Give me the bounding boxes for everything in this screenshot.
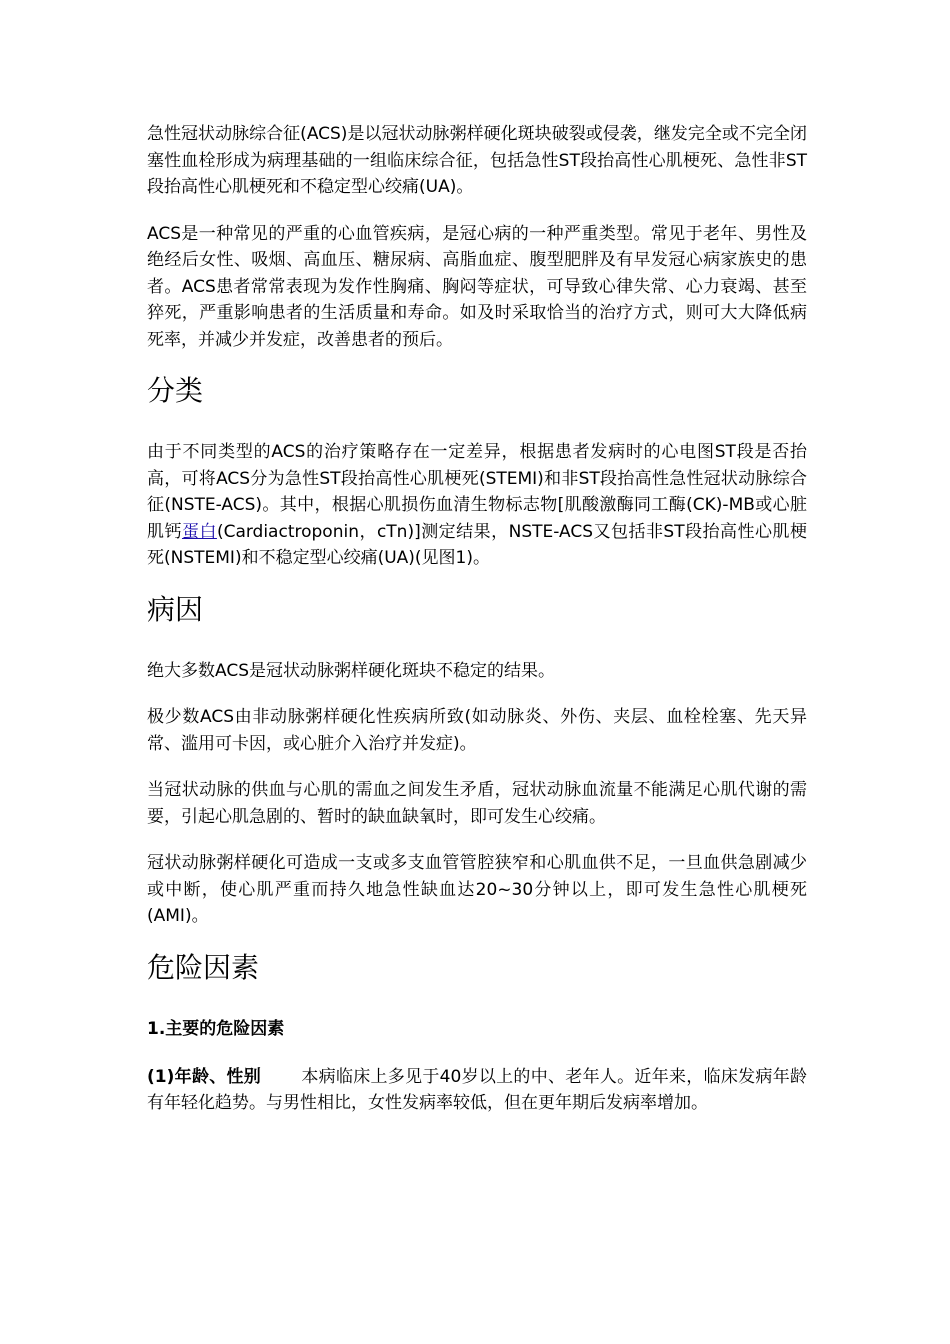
classification-text-after-link: (Cardiactroponin，cTn)]测定结果，NSTE-ACS又包括非ST段抬高性心肌梗死(NSTEMI)和不稳定型心绞痛(UA)(见图1)。 xyxy=(147,521,807,568)
major-risk-factors-subheading: 1.主要的危险因素 xyxy=(147,1018,285,1039)
classification-paragraph xyxy=(147,439,807,572)
etiology-paragraph-3: 当冠状动脉的供血与心肌的需血之间发生矛盾，冠状动脉血流量不能满足心肌代谢的需要，引起心肌急剧的、暂时的缺血缺氧时，即可发生心绞痛。 xyxy=(147,780,807,827)
risk-factor-item-1-text: 本病临床上多见于40岁以上的中、老年人。近年来，临床发病年龄有年轻化趋势。与男性相比，女性发病率较低，但在更年期后发病率增加。 xyxy=(147,1066,807,1113)
document-page xyxy=(147,121,807,1137)
risk-factor-item-1-lead: (1)年龄、性别 xyxy=(147,1066,262,1087)
etiology-heading: 病因 xyxy=(147,592,204,626)
classification-heading: 分类 xyxy=(147,374,204,407)
risk-factor-item-1 xyxy=(147,1064,807,1117)
intro-paragraph-1: 急性冠状动脉综合征(ACS)是以冠状动脉粥样硬化斑块破裂或侵袭，继发完全或不完全闭塞性血栓形成为病理基础的一组临床综合征，包括急性ST段抬高性心肌梗死、急性非ST段抬高性心肌梗死和不稳定型心绞痛(UA)。 xyxy=(147,124,807,197)
risk-factors-heading: 危险因素 xyxy=(147,950,260,984)
etiology-paragraph-4: 冠状动脉粥样硬化可造成一支或多支血管管腔狭窄和心肌血供不足，一旦血供急剧减少或中断，使心肌严重而持久地急性缺血达20~30分钟以上，即可发生急性心肌梗死(AMI)。 xyxy=(147,853,807,926)
etiology-paragraph-1: 绝大多数ACS是冠状动脉粥样硬化斑块不稳定的结果。 xyxy=(147,660,555,681)
protein-link[interactable]: 蛋白 xyxy=(181,521,217,542)
intro-paragraph-2: ACS是一种常见的严重的心血管疾病，是冠心病的一种严重类型。常见于老年、男性及绝经后女性、吸烟、高血压、糖尿病、高脂血症、腹型肥胖及有早发冠心病家族史的患者。ACS患者常常表现为发作性胸痛、胸闷等症状，可导致心律失常、心力衰竭、甚至猝死，严重影响患者的生活质量和寿命。如及时采取恰当的治疗方式，则可大大降低病死率，并减少并发症，改善患者的预后。 xyxy=(147,223,807,350)
classification-text-before-link: 由于不同类型的ACS的治疗策略存在一定差异，根据患者发病时的心电图ST段是否抬高，可将ACS分为急性ST段抬高性心肌梗死(STEMI)和非ST段抬高性急性冠状动脉综合征(NSTE-ACS)。其中，根据心肌损伤血清生物标志物[肌酸激酶同工酶(CK)-MB或心脏肌钙 xyxy=(147,442,807,542)
etiology-paragraph-2: 极少数ACS由非动脉粥样硬化性疾病所致(如动脉炎、外伤、夹层、血栓栓塞、先天异常、滥用可卡因，或心脏介入治疗并发症)。 xyxy=(147,707,807,754)
